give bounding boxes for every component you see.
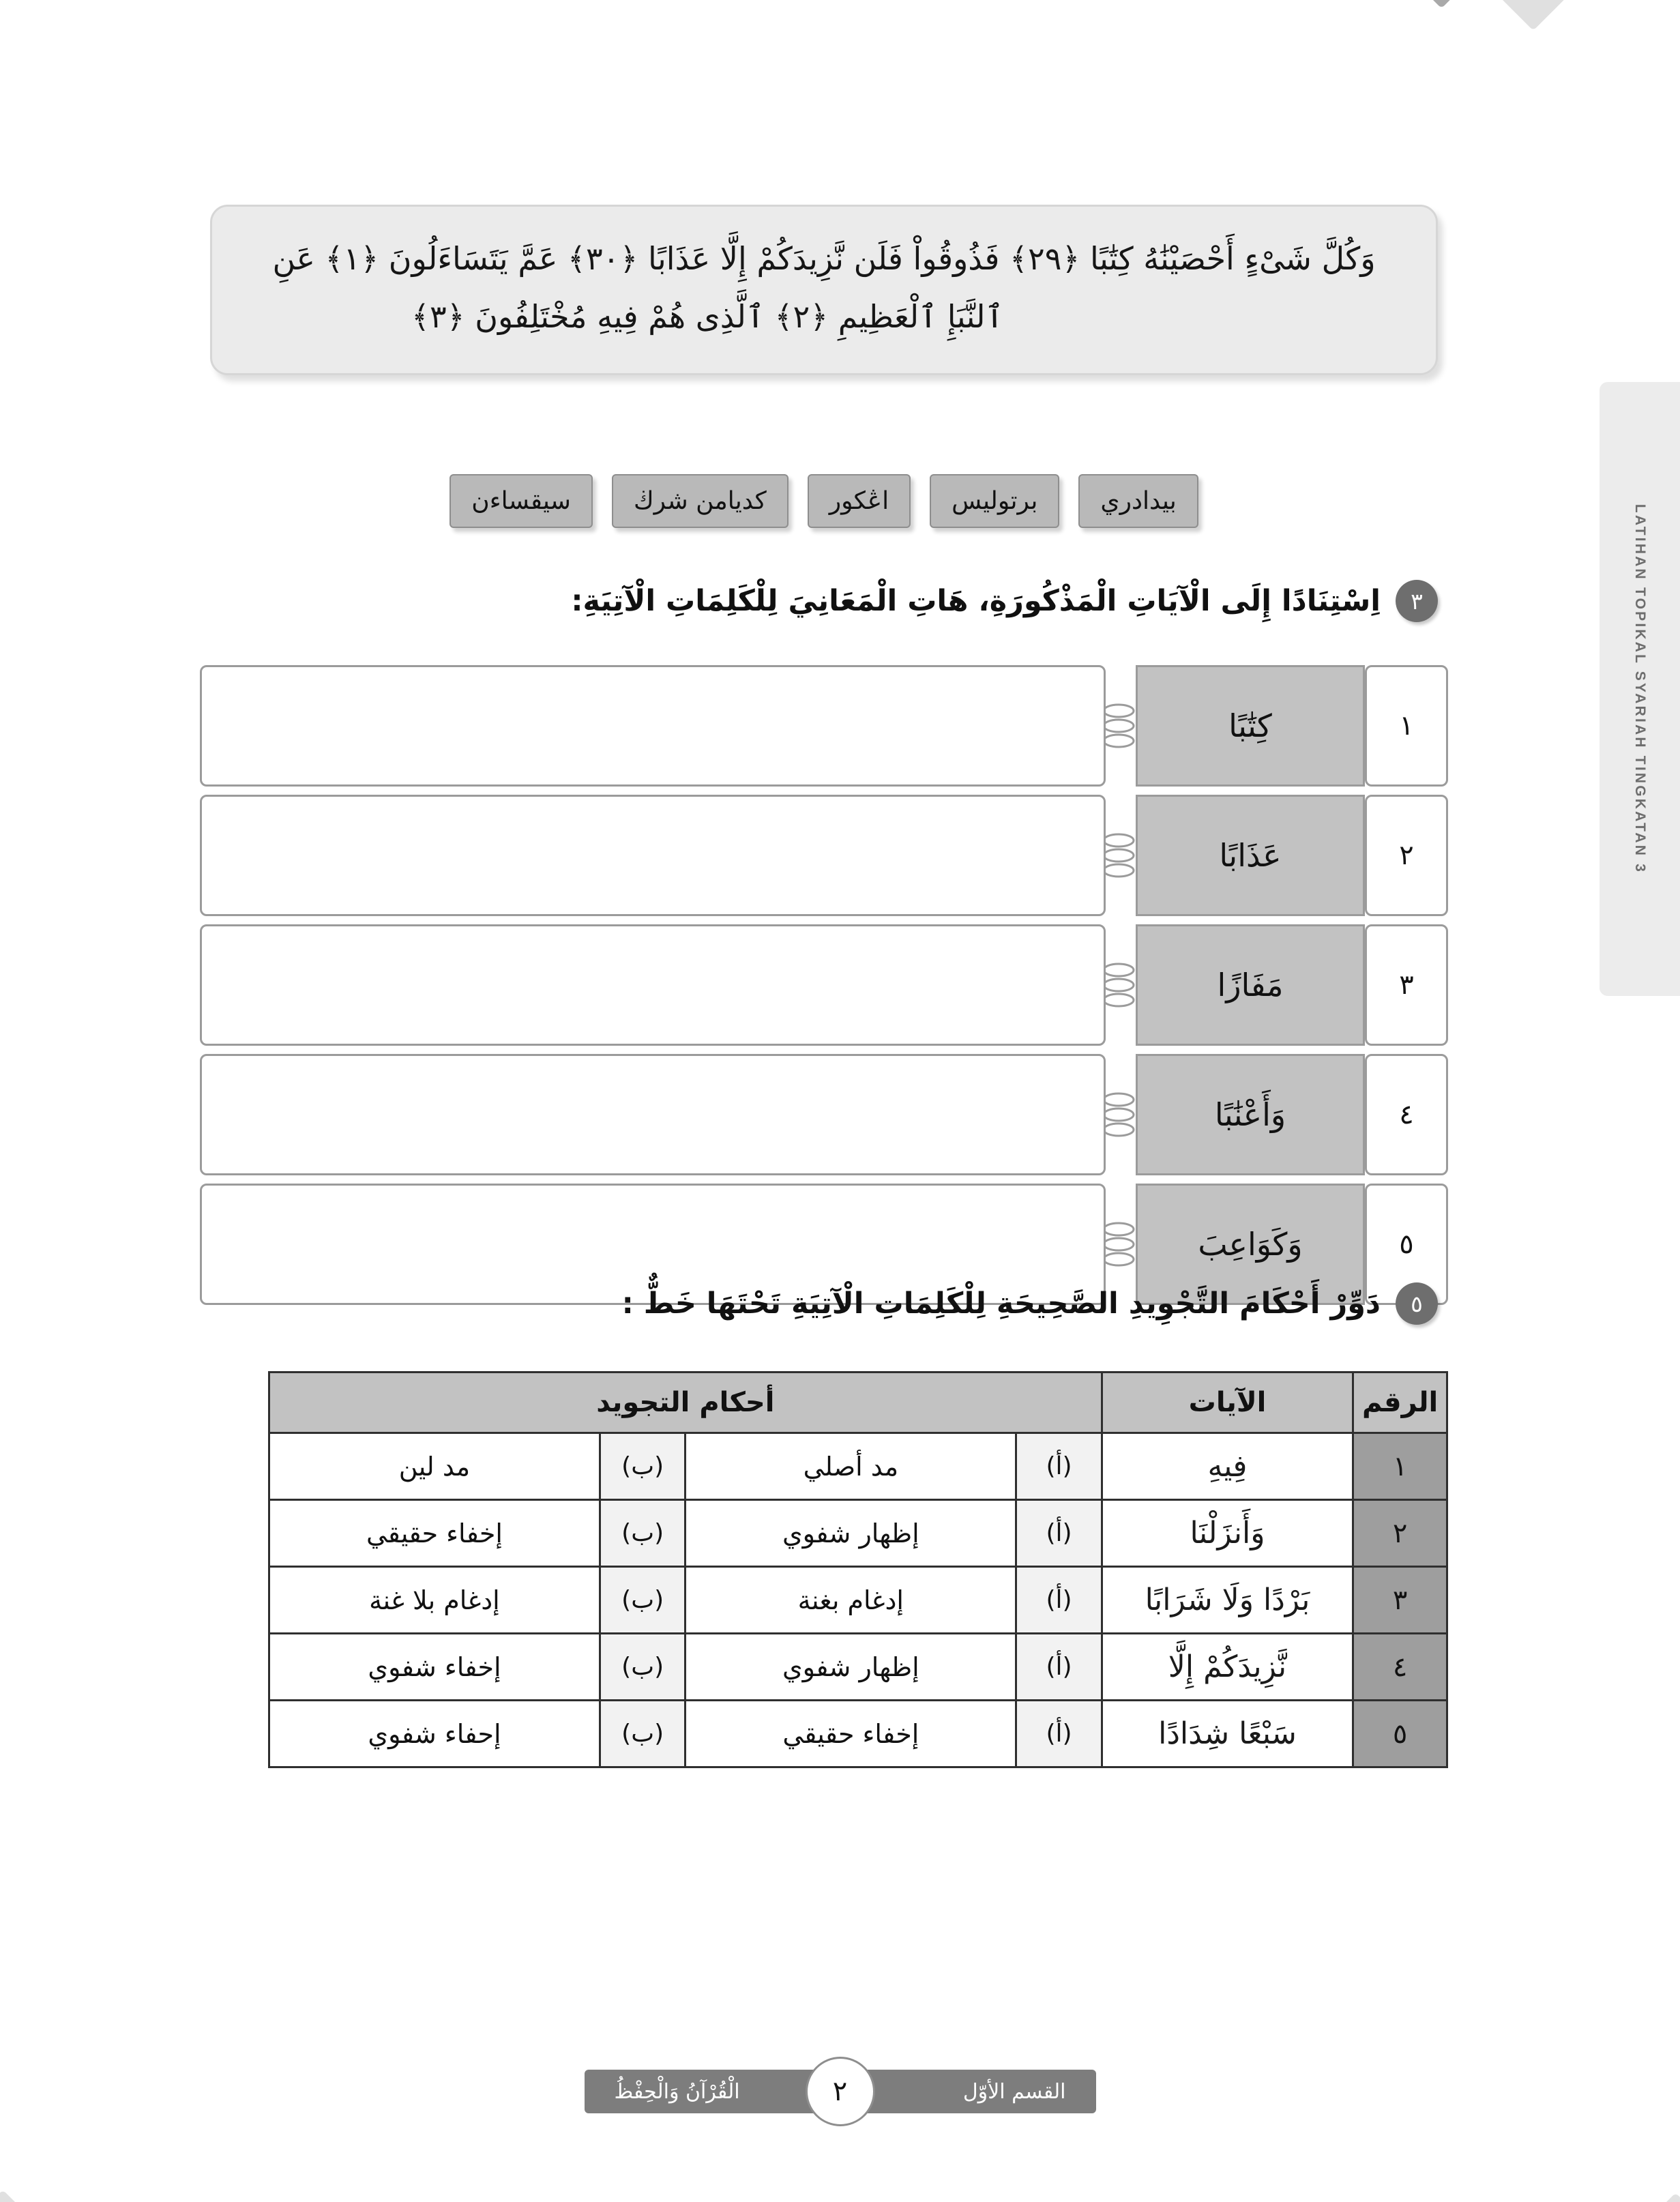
option-b-label[interactable]: (ب): [600, 1433, 686, 1500]
option-a-label[interactable]: (أ): [1016, 1500, 1102, 1567]
word-bank: [210, 474, 1438, 528]
row-word: عَذَابًا: [1136, 795, 1365, 916]
page-footer: [0, 2070, 1680, 2113]
option-b-value[interactable]: مد لين: [269, 1433, 600, 1500]
match-row: [200, 665, 1448, 787]
cell-number: ٤: [1353, 1634, 1447, 1701]
table-row: [269, 1433, 1447, 1500]
option-a-value[interactable]: إظهار شفوي: [686, 1634, 1016, 1701]
match-row: [200, 924, 1448, 1046]
page-number: ٢: [806, 2057, 875, 2126]
word-chip[interactable]: سيقساءن: [450, 474, 593, 528]
option-b-label[interactable]: (ب): [600, 1634, 686, 1701]
answer-field[interactable]: [200, 924, 1106, 1046]
decoration-bottom-left: [0, 1724, 382, 2202]
match-row: [200, 1054, 1448, 1175]
option-b-label[interactable]: (ب): [600, 1500, 686, 1567]
option-a-label[interactable]: (أ): [1016, 1634, 1102, 1701]
cell-ayat: نَّزِيدَكُمْ إِلَّا: [1102, 1634, 1353, 1701]
row-word: وَكَوَاعِبَ: [1136, 1184, 1365, 1305]
option-b-value[interactable]: إحفاء شفوي: [269, 1701, 600, 1767]
footer-left-label: الْقُرْآنُ وَالْحِفْظُ: [614, 2079, 740, 2104]
side-tab: [1600, 382, 1680, 996]
row-word: كِتَٰبًا: [1136, 665, 1365, 787]
cell-number: ٣: [1353, 1567, 1447, 1634]
option-b-value[interactable]: إخفاء شفوي: [269, 1634, 600, 1701]
row-word: وَأَعْنَٰبًا: [1136, 1054, 1365, 1175]
cell-ayat: فِيهِ: [1102, 1433, 1353, 1500]
footer-bar: [585, 2070, 1096, 2113]
table-header-row: [269, 1372, 1447, 1433]
question-4-instruction: [210, 1282, 1438, 1325]
cell-number: ٥: [1353, 1701, 1447, 1767]
tajwid-table: [268, 1371, 1448, 1768]
option-a-value[interactable]: إظهار شفوي: [686, 1500, 1016, 1567]
table-row: [269, 1634, 1447, 1701]
row-number: ٤: [1365, 1054, 1448, 1175]
word-chip[interactable]: اڠكور: [808, 474, 911, 528]
quran-verse-box: [210, 205, 1438, 375]
option-a-label[interactable]: (أ): [1016, 1433, 1102, 1500]
connector-icon: [1106, 795, 1136, 916]
option-b-label[interactable]: (ب): [600, 1567, 686, 1634]
option-b-value[interactable]: إدغام بلا غنة: [269, 1567, 600, 1634]
connector-icon: [1106, 665, 1136, 787]
option-b-value[interactable]: إخفاء حقيقي: [269, 1500, 600, 1567]
row-number: ٣: [1365, 924, 1448, 1046]
question-4-badge: ٥: [1396, 1282, 1438, 1325]
question-3-instruction: [210, 580, 1438, 622]
table-row: [269, 1567, 1447, 1634]
option-a-label[interactable]: (أ): [1016, 1701, 1102, 1767]
word-chip[interactable]: برتوليس: [930, 474, 1059, 528]
answer-field[interactable]: [200, 795, 1106, 916]
question-4-text: دَوِّرْ أَحْكَامَ التَّجْوِيدِ الصَّحِيحَةِ لِلْكَلِمَاتِ الْآتِيَةِ تَحْتَهَا خَطٌّ :: [621, 1287, 1381, 1321]
cell-ayat: وَأَنزَلْنَا: [1102, 1500, 1353, 1567]
option-b-label[interactable]: (ب): [600, 1701, 686, 1767]
header-num: الرقم: [1353, 1372, 1447, 1433]
verse-line-1: وَكُلَّ شَىْءٍ أَحْصَيْنَٰهُ كِتَٰبًا ﴿٢٩﴾ فَذُوقُواْ فَلَن نَّزِيدَكُمْ إِلَّا عَذَابًا ﴿٣٠﴾ عَمَّ يَتَسَاءَلُونَ ﴿١﴾ عَنِ: [272, 240, 1376, 277]
option-a-value[interactable]: إخفاء حقيقي: [686, 1701, 1016, 1767]
answer-field[interactable]: [200, 665, 1106, 787]
question-3-text: اِسْتِنَادًا إِلَى الْآيَاتِ الْمَذْكُورَةِ، هَاتِ الْمَعَانِيَ لِلْكَلِمَاتِ الْآتِيَةِ:: [571, 584, 1381, 618]
side-tab-label: LATIHAN TOPIKAL SYARIAH TINGKATAN 3: [1632, 503, 1648, 875]
table-row: [269, 1500, 1447, 1567]
footer-right-label: القسم الأوّل: [962, 2079, 1066, 2104]
connector-icon: [1106, 924, 1136, 1046]
cell-ayat: بَرْدًا وَلَا شَرَابًا: [1102, 1567, 1353, 1634]
table-row: [269, 1701, 1447, 1767]
cell-number: ١: [1353, 1433, 1447, 1500]
match-row: [200, 795, 1448, 916]
word-chip[interactable]: كديامن شرڬ: [612, 474, 789, 528]
option-a-value[interactable]: مد أصلي: [686, 1433, 1016, 1500]
question-3-badge: ٣: [1396, 580, 1438, 622]
row-number: ١: [1365, 665, 1448, 787]
matching-exercise: [200, 665, 1448, 1313]
cell-ayat: سَبْعًا شِدَادًا: [1102, 1701, 1353, 1767]
row-word: مَفَازًا: [1136, 924, 1365, 1046]
decoration-bottom-right: [1394, 1847, 1680, 2202]
answer-field[interactable]: [200, 1054, 1106, 1175]
option-a-label[interactable]: (أ): [1016, 1567, 1102, 1634]
row-number: ٢: [1365, 795, 1448, 916]
row-number: ٥: [1365, 1184, 1448, 1305]
connector-icon: [1106, 1054, 1136, 1175]
option-a-value[interactable]: إدغام بغنة: [686, 1567, 1016, 1634]
header-rules: أحكام التجويد: [269, 1372, 1102, 1433]
verse-line-2: ٱلنَّبَإِ ٱلْعَظِيمِ ﴿٢﴾ ٱلَّذِى هُمْ فِيهِ مُخْتَلِفُونَ ﴿٣﴾: [411, 298, 1004, 336]
cell-number: ٢: [1353, 1500, 1447, 1567]
header-ayat: الآيات: [1102, 1372, 1353, 1433]
word-chip[interactable]: بيدادري: [1078, 474, 1198, 528]
